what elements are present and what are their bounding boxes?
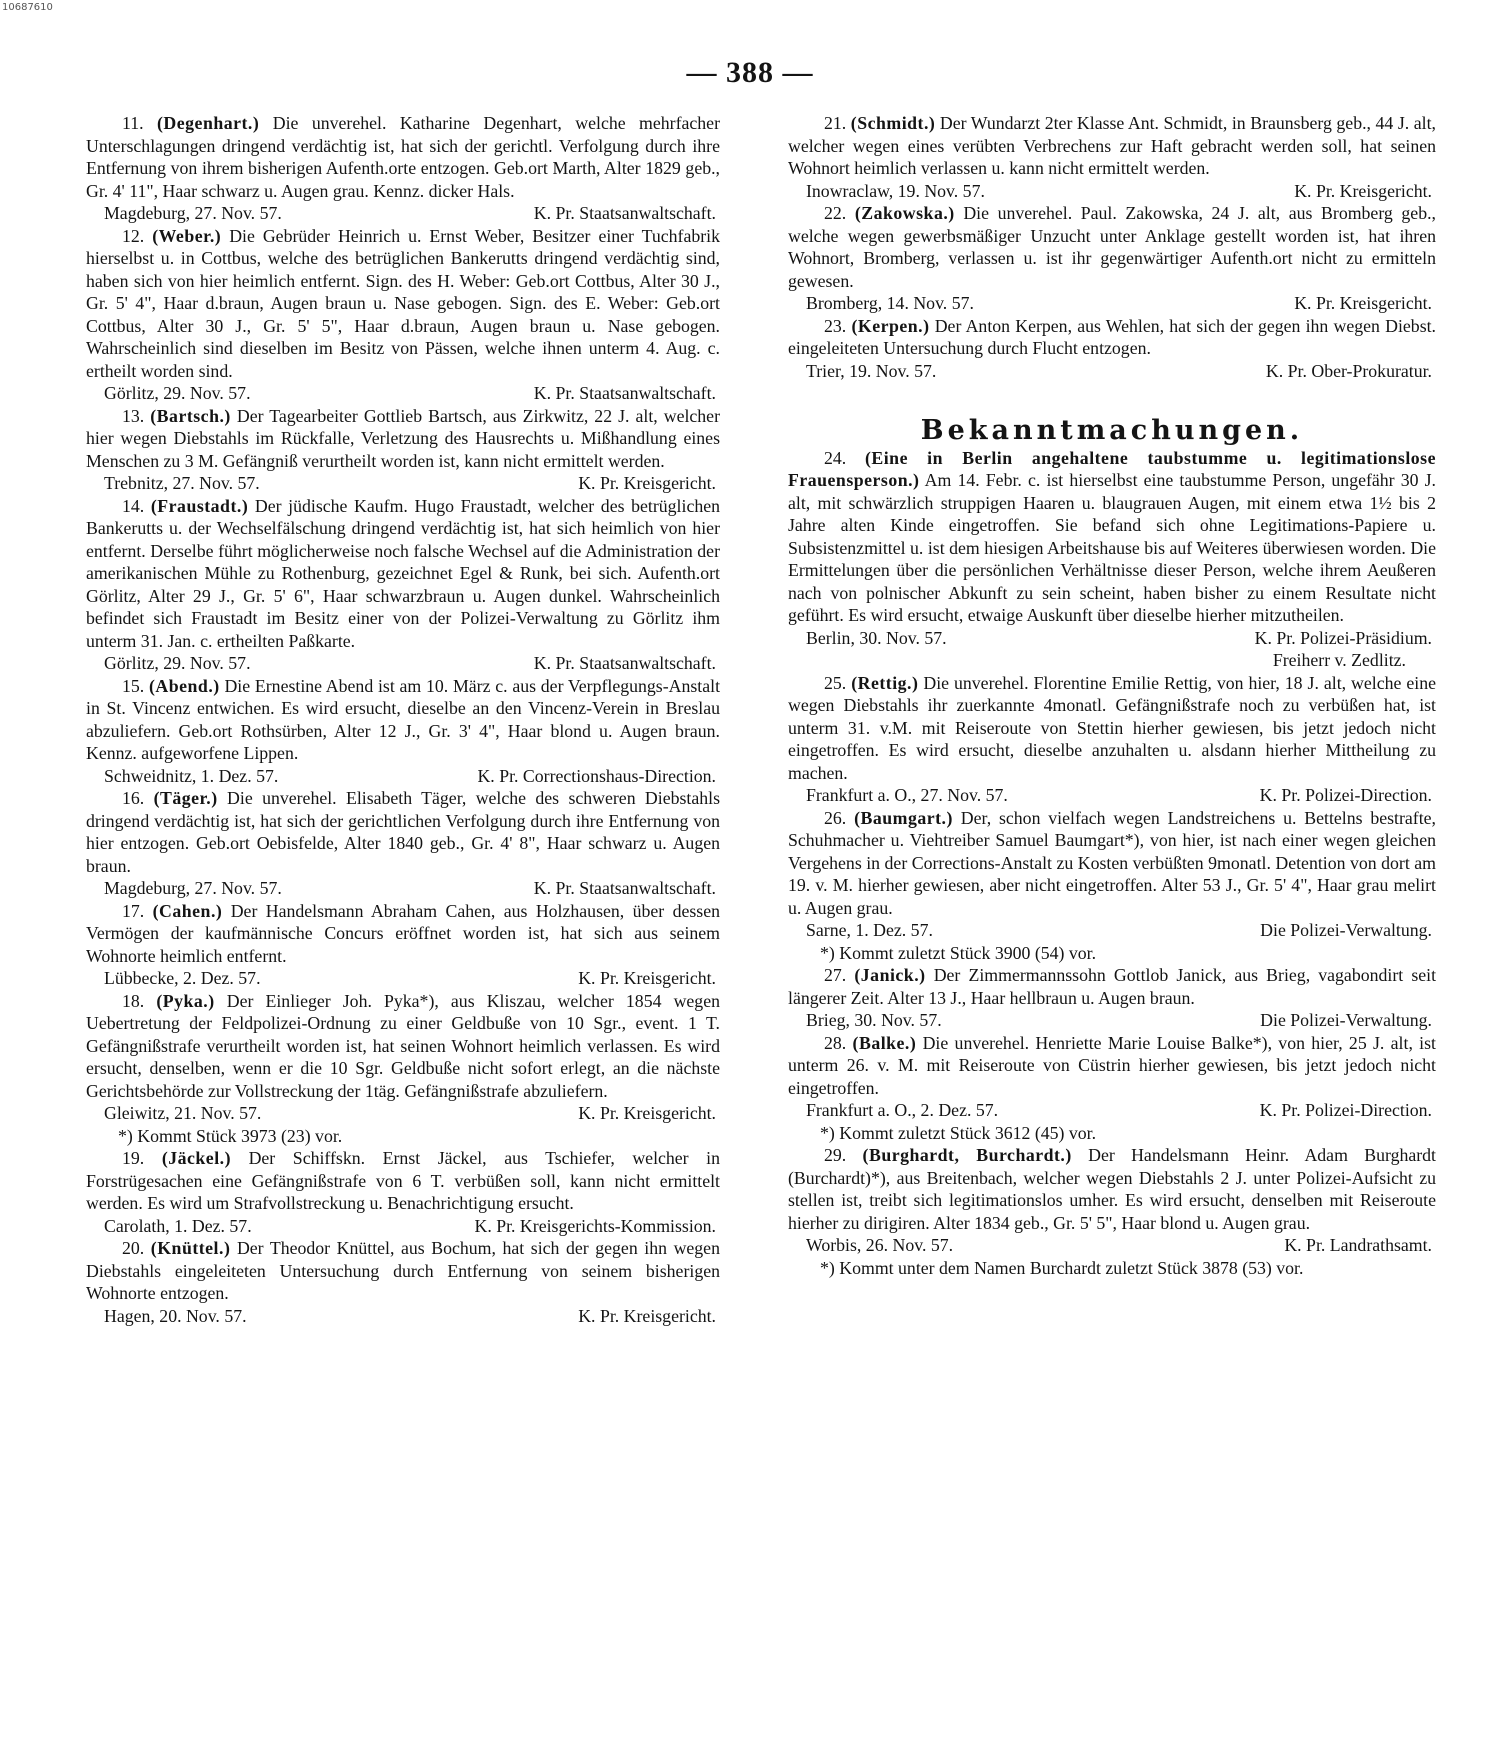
notice-body: Der Schiffskn. Ernst Jäckel, aus Tschiefer, welcher in Forstrügesachen eine Gefängnißstrafe von 6 T. verbüßen soll, kann nicht ermittelt werden. Es wird um Strafvollstreckung u. Benachrichtigung ersucht. xyxy=(86,1148,721,1213)
notice-heading: (Eine in Berlin angehaltene taubstumme u. legitimationslose Frauensperson.) xyxy=(788,447,1436,490)
notice-signature xyxy=(86,877,720,900)
section-title: Bekanntmachungen. xyxy=(920,415,1304,446)
notice-entry xyxy=(788,447,1436,672)
notice-signature xyxy=(86,967,720,990)
notice-entry xyxy=(788,1144,1436,1279)
notice-signature xyxy=(86,1102,720,1125)
notice-place-date: Frankfurt a. O., 27. Nov. 57. xyxy=(806,785,1008,805)
notice-entry xyxy=(788,807,1436,965)
notice-place-date: Görlitz, 29. Nov. 57. xyxy=(104,383,251,403)
notice-signature xyxy=(86,202,720,225)
notice-footnote: *) Kommt zuletzt Stück 3612 (45) vor. xyxy=(820,1122,1097,1143)
notice-number: 29. xyxy=(824,1145,847,1165)
notice-body: Der Handelsmann Heinr. Adam Burghardt (Burchardt)*), aus Breitenbach, welcher wegen Diebstahls 2 J. unter Polizei-Aufsicht zu stellen ist, treibt sich legitimationslos umher. Es wird ersucht, denselben mit Reiseroute hierher zu dirigiren. Alter 1834 geb., Gr. 5' 5", Haar blond u. Augen grau. xyxy=(788,1145,1436,1233)
notice-official: Freiherr v. Zedlitz. xyxy=(1272,650,1406,670)
notice-text xyxy=(788,112,1436,180)
notice-number: 15. xyxy=(122,675,145,696)
notice-text xyxy=(86,112,720,202)
notice-number: 23. xyxy=(824,315,847,336)
notice-authority: K. Pr. Kreisgericht. xyxy=(578,473,716,493)
notice-heading: (Burghardt, Burchardt.) xyxy=(862,1145,1072,1165)
notice-entry xyxy=(788,964,1436,1032)
notice-place-date: Gleiwitz, 21. Nov. 57. xyxy=(104,1103,262,1123)
notice-body: Der Zimmermannssohn Gottlob Janick, aus Brieg, vagabondirt seit längerer Zeit. Alter 13 J., Haar hellbraun u. Augen braun. xyxy=(788,965,1437,1008)
notice-signature xyxy=(788,1234,1436,1257)
notice-footnote: *) Kommt unter dem Namen Burchardt zuletzt Stück 3878 (53) vor. xyxy=(820,1257,1304,1278)
notice-authority: K. Pr. Kreisgericht. xyxy=(1294,293,1432,313)
notice-authority: K. Pr. Polizei-Präsidium. xyxy=(1254,627,1432,648)
notice-text xyxy=(86,1237,720,1305)
notice-body: Der Einlieger Joh. Pyka*), aus Kliszau, welcher 1854 wegen Uebertretung der Feldpolizei-Ordnung zu einer Geldbuße von 10 Sgr., event. 1 T. Gefängnißstrafe verurtheilt worden ist, hat seinen Wohnort heimlich verlassen. Es wird ersucht, denselben, wenn er die 10 Sgr. Geldbuße nicht sofort erlegt, an die nächste Gerichtsbehörde zur Vollstreckung der 1täg. Gefängnißstrafe abzuliefern. xyxy=(86,990,720,1101)
notice-place-date: Brieg, 30. Nov. 57. xyxy=(806,1010,942,1030)
notice-place-date: Berlin, 30. Nov. 57. xyxy=(806,627,947,648)
notice-text xyxy=(86,495,720,653)
notice-body: Die unverehel. Katharine Degenhart, welche mehrfacher Unterschlagungen dringend verdächtig ist, hat sich der gerichtl. Verfolgung durch ihre Entfernung von ihrem bisherigen Aufenth.orte entzogen. Geb.ort Marth, Alter 1829 geb., Gr. 4' 11", Haar schwarz u. Augen grau. Kennz. dicker Hals. xyxy=(86,113,720,201)
notice-number: 11. xyxy=(122,113,144,133)
notice-signature xyxy=(86,1305,720,1328)
notice-authority: K. Pr. Landrathsamt. xyxy=(1284,1235,1432,1255)
notice-signature xyxy=(86,382,720,405)
notice-authority: K. Pr. Kreisgericht. xyxy=(1294,180,1432,201)
notice-place-date: Frankfurt a. O., 2. Dez. 57. xyxy=(806,1100,999,1120)
right-column-notices xyxy=(788,112,1436,382)
notice-place-date: Lübbecke, 2. Dez. 57. xyxy=(104,968,261,988)
notice-body: Der Handelsmann Abraham Cahen, aus Holzhausen, über dessen Vermögen der kaufmännische Concurs eröffnet worden ist, hat sich aus seinem Wohnorte heimlich entfernt. xyxy=(86,900,720,966)
notice-text xyxy=(788,1032,1436,1100)
notice-body: Der Theodor Knüttel, aus Bochum, hat sich der gegen ihn wegen Diebstahls eingeleiteten Untersuchung durch Entfernung von seinem bisherigen Wohnorte entzogen. xyxy=(86,1238,720,1303)
notice-authority: K. Pr. Staatsanwaltschaft. xyxy=(533,383,716,403)
notice-text xyxy=(86,405,720,473)
notice-place-date: Trebnitz, 27. Nov. 57. xyxy=(104,473,260,493)
notice-heading: (Kerpen.) xyxy=(851,315,930,336)
notice-entry xyxy=(86,900,720,990)
notice-authority: K. Pr. Staatsanwaltschaft. xyxy=(533,203,716,223)
notice-place-date: Schweidnitz, 1. Dez. 57. xyxy=(104,765,279,786)
notice-body: Die unverehel. Elisabeth Täger, welche des schweren Diebstahls dringend verdächtig ist, hat sich der gerichtlichen Verfolgung durch ihre Entfernung von hier entzogen. Geb.ort Oebisfelde, Alter 1840 geb., Gr. 4' 8", Haar schwarz u. Augen braun. xyxy=(86,788,720,876)
page-id: 10687610 xyxy=(2,2,53,13)
notice-body: Der Tagearbeiter Gottlieb Bartsch, aus Zirkwitz, 22 J. alt, welcher hier wegen Diebstahls im Rückfalle, Verletzung des Hausrechts u. Mißhandlung eines Menschen zu 3 M. Gefängniß verurtheilt worden ist, kann nicht ermittelt werden. xyxy=(86,405,720,471)
page-number: — 388 — xyxy=(686,56,814,89)
notice-signature xyxy=(788,360,1436,383)
notice-entry xyxy=(86,1147,720,1237)
notice-text xyxy=(86,1147,720,1215)
notice-text xyxy=(788,964,1436,1009)
notice-place-date: Bromberg, 14. Nov. 57. xyxy=(806,293,974,313)
notice-body: Der Anton Kerpen, aus Wehlen, hat sich der gegen ihn wegen Diebst. eingeleiteten Untersuchung durch Flucht entzogen. xyxy=(788,315,1436,358)
notice-place-date: Magdeburg, 27. Nov. 57. xyxy=(104,878,282,898)
notice-signature xyxy=(788,627,1436,650)
notice-entry xyxy=(788,672,1436,807)
notice-place-date: Magdeburg, 27. Nov. 57. xyxy=(104,203,282,223)
notice-heading: (Janick.) xyxy=(854,965,926,985)
notice-entry xyxy=(86,225,720,405)
notice-number: 24. xyxy=(824,447,847,468)
notice-number: 21. xyxy=(824,113,847,133)
notice-entry xyxy=(788,202,1436,315)
notice-entry xyxy=(86,1237,720,1327)
notice-body: Die unverehel. Paul. Zakowska, 24 J. alt, aus Bromberg geb., welche wegen gewerbsmäßiger Unzucht unter Anklage gestellt worden ist, hat ihren Wohnort, Bromberg, verlassen u. ist ihr gegenwärtiger Aufenth.ort nicht zu ermitteln gewesen. xyxy=(788,203,1436,291)
notice-place-date: Hagen, 20. Nov. 57. xyxy=(104,1305,247,1326)
notice-heading: (Baumgart.) xyxy=(854,807,953,828)
notice-text xyxy=(788,672,1436,785)
notice-signature xyxy=(86,472,720,495)
notice-signature xyxy=(86,765,720,788)
notice-number: 18. xyxy=(122,990,145,1011)
notice-signature xyxy=(86,652,720,675)
notice-authority: K. Pr. Kreisgericht. xyxy=(578,968,716,988)
notice-heading: (Pyka.) xyxy=(156,990,215,1011)
notice-text xyxy=(86,787,720,877)
notice-heading: (Jäckel.) xyxy=(161,1148,231,1168)
notice-authority: Die Polizei-Verwaltung. xyxy=(1260,920,1432,940)
notice-authority: K. Pr. Polizei-Direction. xyxy=(1259,1100,1432,1120)
notice-text xyxy=(788,1144,1436,1234)
notice-text xyxy=(86,990,720,1103)
notice-number: 17. xyxy=(122,900,145,921)
notice-number: 28. xyxy=(824,1032,847,1053)
notice-place-date: Worbis, 26. Nov. 57. xyxy=(806,1235,954,1255)
notice-signature xyxy=(788,180,1436,203)
notice-signature xyxy=(788,292,1436,315)
notice-number: 20. xyxy=(122,1238,145,1258)
notice-body: Die Ernestine Abend ist am 10. März c. aus der Verpflegungs-Anstalt in St. Vincenz entwichen. Es wird ersucht, dieselbe an den Vincenz-Verein in Breslau abzuliefern. Geb.ort Rothsürben, Alter 12 J., Gr. 3' 4", Haar blond u. Augen braun. Kennz. aufgeworfene Lippen. xyxy=(86,675,721,763)
notice-text xyxy=(86,225,720,383)
notice-body: Der, schon vielfach wegen Landstreichens u. Bettelns bestrafte, Schuhmacher u. Viehtreiber Samuel Baumgart*), von hier, ist nach einer wegen gleichen Vergehens in der Corrections-Anstalt zu Kosten verbüßten 9monatl. Detention von dort am 19. v. M. hierher gewiesen, aber nicht eingetroffen. Alter 53 J., Gr. 5' 4", Haar grau melirt u. Augen grau. xyxy=(788,807,1437,918)
notice-text xyxy=(788,447,1436,627)
notice-entry xyxy=(86,990,720,1148)
notice-number: 14. xyxy=(122,495,145,516)
notice-heading: (Cahen.) xyxy=(152,900,223,921)
notice-number: 22. xyxy=(824,203,847,223)
notice-body: Die unverehel. Florentine Emilie Rettig, von hier, 18 J. alt, welche eine wegen Diebstahls ihr zuerkannte 4monatl. Gefängnißstrafe noch zu verbüßen hat, ist unterm 31. v.M. mit Reiseroute von Stettin hierher gewiesen, bis jetzt jedoch nicht eingetroffen. Es wird ersucht, dieselbe anzuhalten u. alsdann hierher Mittheilung zu machen. xyxy=(788,672,1436,783)
notice-heading: (Schmidt.) xyxy=(850,113,936,133)
notice-body: Am 14. Febr. c. ist hierselbst eine taubstumme Person, ungefähr 30 J. alt, mit schwärzlich struppigen Haaren u. blaugrauen Augen, mit einem etwa 1½ bis 2 Jahre alten Kinde eingetroffen. Sie befand sich ohne Legitimations-Papiere u. Subsistenzmittel u. ist dem hiesigen Arbeitshause bis auf Weiteres überwiesen worden. Die Ermittelungen über die persönlichen Verhältnisse dieser Person, welche ihrem Aeußeren nach von polnischer Abkunft zu sein scheint, haben bisher zu einem Resultate nicht geführt. Es wird ersucht, etwaige Auskunft über dieselbe hierher mitzutheilen. xyxy=(788,470,1437,625)
notice-entry xyxy=(86,675,720,788)
notice-number: 12. xyxy=(122,225,145,246)
notice-heading: (Rettig.) xyxy=(851,672,919,693)
notice-text xyxy=(86,675,720,765)
notice-authority: K. Pr. Correctionshaus-Direction. xyxy=(477,765,716,786)
notice-heading: (Balke.) xyxy=(852,1032,917,1053)
notice-authority: K. Pr. Ober-Prokuratur. xyxy=(1265,360,1432,381)
notice-place-date: Sarne, 1. Dez. 57. xyxy=(806,920,933,940)
notice-heading: (Zakowska.) xyxy=(854,203,955,223)
notice-place-date: Görlitz, 29. Nov. 57. xyxy=(104,653,251,673)
notice-text xyxy=(788,807,1436,920)
notice-body: Die Gebrüder Heinrich u. Ernst Weber, Besitzer einer Tuchfabrik hierselbst u. in Cottbus, welche des betrüglichen Bankerutts dringend verdächtig sind, haben sich von hier heimlich entfernt. Sign. des H. Weber: Geb.ort Cottbus, Alter 30 J., Gr. 5' 4", Haar d.braun, Augen braun u. Nase gebogen. Sign. des E. Weber: Geb.ort Cottbus, Alter 30 J., Gr. 5' 5", Haar d.braun, Augen braun u. Nase gebogen. Wahrscheinlich sind dieselben im Besitz von Pässen, welche ihnen unterm 4. Aug. c. ertheilt worden sind. xyxy=(86,225,720,381)
notice-authority: K. Pr. Kreisgerichts-Kommission. xyxy=(474,1215,716,1236)
notice-text xyxy=(788,315,1436,360)
notice-number: 13. xyxy=(122,405,145,426)
notice-entry xyxy=(788,112,1436,202)
notice-footnote: *) Kommt zuletzt Stück 3900 (54) vor. xyxy=(820,942,1097,963)
notice-authority: K. Pr. Staatsanwaltschaft. xyxy=(533,878,716,898)
notice-heading: (Bartsch.) xyxy=(150,405,231,426)
notice-number: 26. xyxy=(824,807,847,828)
notice-authority: Die Polizei-Verwaltung. xyxy=(1260,1010,1432,1030)
notice-signature xyxy=(788,1099,1436,1122)
notice-body: Der Wundarzt 2ter Klasse Ant. Schmidt, in Braunsberg geb., 44 J. alt, welcher wegen eines verübten Verbrechens zur Haft gebracht werden soll, hat seinen Wohnort heimlich verlassen u. kann nicht ermittelt werden. xyxy=(788,113,1436,178)
notice-signature xyxy=(86,1215,720,1238)
notice-place-date: Inowraclaw, 19. Nov. 57. xyxy=(806,180,985,201)
announcements xyxy=(788,447,1436,1280)
notice-entry xyxy=(788,315,1436,383)
notice-place-date: Trier, 19. Nov. 57. xyxy=(806,360,937,381)
notice-heading: (Weber.) xyxy=(152,225,222,246)
notice-place-date: Carolath, 1. Dez. 57. xyxy=(104,1215,252,1236)
notice-entry xyxy=(86,405,720,495)
notice-signature xyxy=(788,1009,1436,1032)
notice-number: 19. xyxy=(122,1148,145,1168)
notice-heading: (Abend.) xyxy=(149,675,220,696)
right-column xyxy=(788,112,1436,1279)
notice-heading: (Degenhart.) xyxy=(157,113,260,133)
notice-signature xyxy=(788,784,1436,807)
notice-number: 27. xyxy=(824,965,847,985)
notice-signature xyxy=(788,919,1436,942)
notice-heading: (Fraustadt.) xyxy=(150,495,249,516)
notice-authority: K. Pr. Kreisgericht. xyxy=(578,1305,716,1326)
notice-entry xyxy=(86,495,720,675)
notice-text xyxy=(86,900,720,968)
notice-text xyxy=(788,202,1436,292)
notice-heading: (Täger.) xyxy=(153,788,218,808)
notice-body: Der jüdische Kaufm. Hugo Fraustadt, welcher des betrüglichen Bankerutts u. der Wechselfälschung dringend verdächtig ist, hat sich heimlich von hier entfernt. Derselbe führt möglicherweise noch falsche Wechsel auf die Administration der amerikanischen Mühle zu Rothenburg, gezeichnet Egel & Runk, bei sich. Aufenth.ort Görlitz, Alter 29 J., Gr. 5' 6", Haar schwarzbraun u. Augen dunkel. Wahrscheinlich befindet sich Fraustadt im Besitz einer von der Polizei-Verwaltung zu Görlitz ihm unterm 31. Jan. c. ertheilten Paßkarte. xyxy=(86,495,721,651)
notice-entry xyxy=(788,1032,1436,1145)
left-column xyxy=(86,112,720,1327)
notice-footnote: *) Kommt Stück 3973 (23) vor. xyxy=(118,1125,343,1146)
notice-authority: K. Pr. Staatsanwaltschaft. xyxy=(533,653,716,673)
notice-sub-authority xyxy=(788,649,1436,672)
notice-number: 16. xyxy=(122,788,145,808)
notice-body: Die unverehel. Henriette Marie Louise Balke*), von hier, 25 J. alt, ist unterm 26. v. M. mit Reiseroute von Cüstrin hierher gewiesen, bis jetzt jedoch nicht eingetroffen. xyxy=(788,1032,1436,1098)
notice-entry xyxy=(86,112,720,225)
notice-authority: K. Pr. Kreisgericht. xyxy=(578,1103,716,1123)
notice-entry xyxy=(86,787,720,900)
notice-heading: (Knüttel.) xyxy=(150,1238,231,1258)
notice-authority: K. Pr. Polizei-Direction. xyxy=(1259,785,1432,805)
notice-number: 25. xyxy=(824,672,847,693)
